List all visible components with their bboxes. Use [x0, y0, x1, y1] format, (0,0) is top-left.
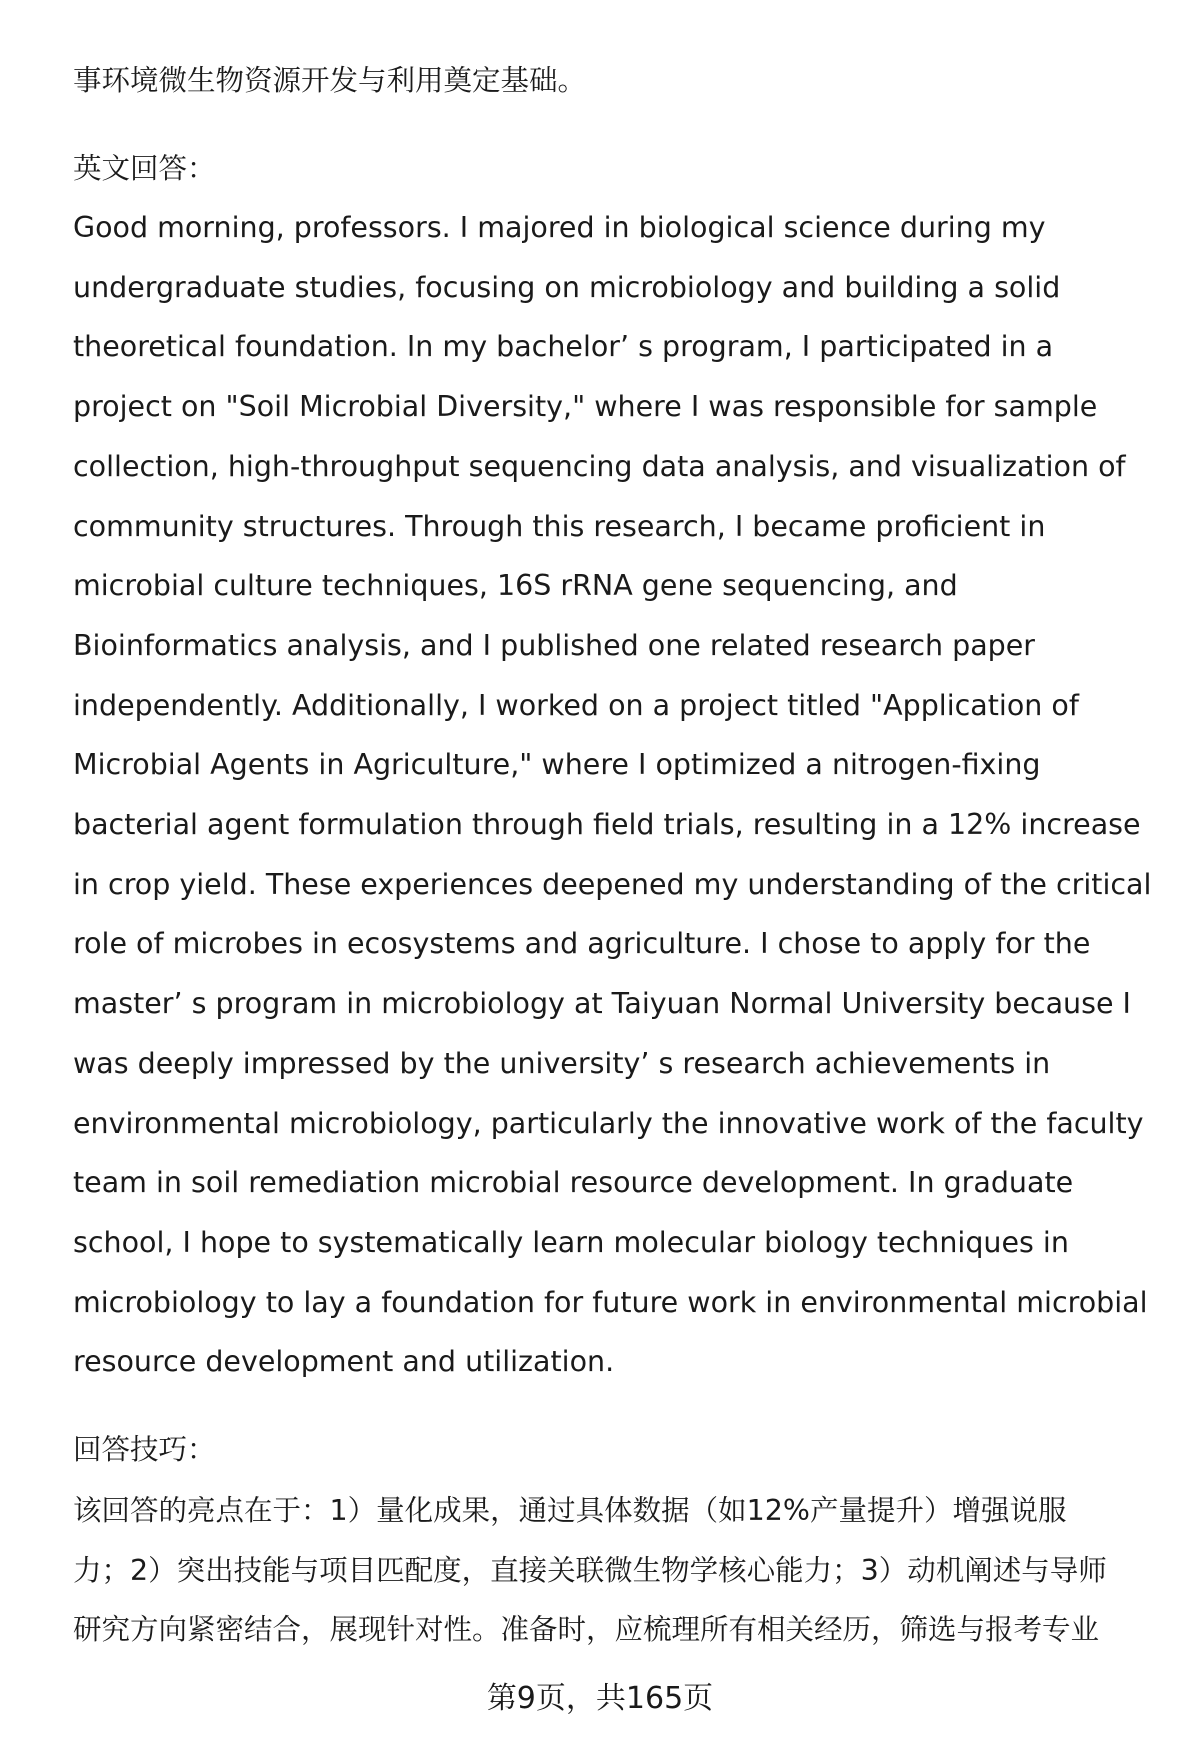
english-answer-line: Good morning, professors. I majored in biological science during my	[73, 211, 1046, 244]
english-answer-line: microbiology to lay a foundation for future work in environmental microbial	[73, 1285, 1148, 1319]
english-answer-line: role of microbes in ecosystems and agriculture. I chose to apply for the	[73, 927, 1091, 961]
english-answer-line: team in soil remediation microbial resource development. In graduate	[73, 1166, 1074, 1200]
tips-line: 该回答的亮点在于：1）量化成果，通过具体数据（如12%产量提升）增强说服	[73, 1494, 1067, 1527]
english-answer-line: in crop yield. These experiences deepened my understanding of the critical	[73, 867, 1152, 901]
english-answer-line: project on "Soil Microbial Diversity," where I was responsible for sample	[73, 390, 1098, 424]
page-number-footer: 第9页，共165页	[486, 1681, 714, 1716]
tips-line: 力；2）突出技能与项目匹配度，直接关联微生物学核心能力；3）动机阐述与导师	[73, 1553, 1107, 1587]
english-answer-line: school, I hope to systematically learn molecular biology techniques in	[73, 1225, 1069, 1259]
english-answer-line: Bioinformatics analysis, and I published one related research paper	[73, 628, 1036, 662]
tips-line: 研究方向紧密结合，展现针对性。准备时，应梳理所有相关经历，筛选与报考专业	[73, 1613, 1100, 1646]
english-answer-line: resource development and utilization.	[73, 1345, 615, 1379]
english-answer-heading: 英文回答：	[73, 152, 216, 185]
english-answer-line: environmental microbiology, particularly the innovative work of the faculty	[73, 1106, 1144, 1140]
english-answer-line: microbial culture techniques, 16S rRNA gene sequencing, and	[73, 569, 958, 603]
intro-line: 事环境微生物资源开发与利用奠定基础。	[73, 64, 587, 97]
english-answer-line: community structures. Through this research, I became proficient in	[73, 509, 1046, 543]
english-answer-line: bacterial agent formulation through field trials, resulting in a 12% increase	[73, 808, 1141, 841]
english-answer-line: was deeply impressed by the university’ s research achievements in	[73, 1046, 1051, 1080]
english-answer-line: independently. Additionally, I worked on a project titled "Application of	[73, 688, 1079, 722]
english-answer-line: master’ s program in microbiology at Taiyuan Normal University because I	[73, 987, 1131, 1021]
english-answer-line: Microbial Agents in Agriculture," where I optimized a nitrogen-fixing	[73, 748, 1041, 782]
tips-heading: 回答技巧：	[73, 1433, 216, 1466]
english-answer-line: undergraduate studies, focusing on microbiology and building a solid	[73, 270, 1061, 304]
english-answer-line: theoretical foundation. In my bachelor’ s program, I participated in a	[73, 330, 1054, 364]
english-answer-line: collection, high-throughput sequencing data analysis, and visualization of	[73, 449, 1126, 483]
